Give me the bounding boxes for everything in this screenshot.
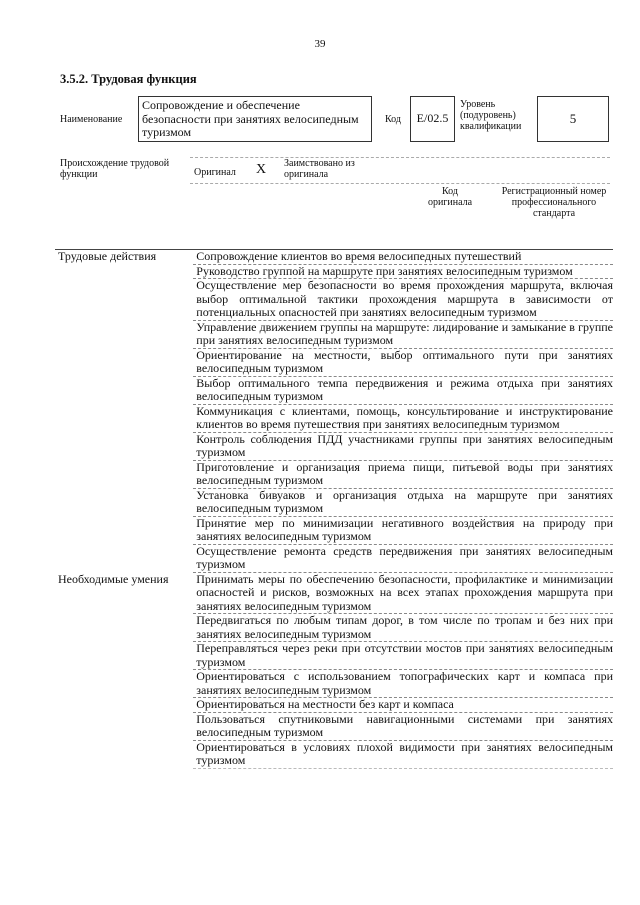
borrowed-label-line-1: Заимствовано из (284, 158, 355, 169)
function-name-value: Сопровождение и обеспечение безопасности при занятиях велосипедным туризмом (142, 98, 359, 139)
function-name-box (138, 96, 372, 142)
code-original-line-2: оригинала (427, 197, 473, 208)
level-label-line-2: (подуровень) (460, 110, 516, 121)
skill-item: Пользоваться спутниковыми навигационными системами при занятиях велосипедным туризмом (193, 713, 613, 741)
table-row (55, 642, 613, 670)
function-table (55, 249, 613, 769)
borrowed-label-line-2: оригинала (284, 169, 329, 180)
table-row (55, 713, 613, 741)
table-row (55, 461, 613, 489)
page-number: 39 (314, 38, 326, 50)
skill-item: Ориентироваться с использованием топографических карт и компаса при занятиях велосипедным туризмом (193, 670, 613, 698)
table-row (55, 265, 613, 280)
skill-item: Переправляться через реки при отсутствии мостов при занятиях велосипедным туризмом (193, 642, 613, 670)
level-label-line-1: Уровень (460, 99, 496, 110)
borrowed-label (284, 158, 355, 180)
labor-action-item: Ориентирование на местности, выбор оптимального пути при занятиях велосипедным туризмом (193, 349, 613, 377)
level-box (537, 96, 609, 142)
labor-action-item: Выбор оптимального темпа передвижения и режима отдыха при занятиях велосипедным туризмом (193, 377, 613, 405)
original-mark: X (256, 162, 267, 177)
origin-top-rule (190, 157, 610, 158)
table-row (55, 489, 613, 517)
reg-number-line-2: профессионального (511, 197, 597, 208)
level-label-line-3: квалификации (460, 121, 522, 132)
labor-action-item: Принятие мер по минимизации негативного воздействия на природу при занятиях велосипедным туризмом (193, 517, 613, 545)
table-row (55, 349, 613, 377)
code-box (410, 96, 455, 142)
reg-number-line-1: Регистрационный номер (501, 186, 607, 197)
table-row (55, 614, 613, 642)
name-label: Наименование (60, 114, 123, 125)
table-row (55, 517, 613, 545)
labor-action-item: Осуществление мер безопасности во время прохождения маршрута, включая выбор оптимальной тактики прохождения маршрута в зависимости от потенциальных опасностей при занятиях велосипедным туризмом (193, 279, 613, 321)
origin-label-line-2: функции (60, 169, 98, 180)
labor-action-item: Установка бивуаков и организация отдыха на маршруте при занятиях велосипедным туризмом (193, 489, 613, 517)
table-row (55, 670, 613, 698)
skill-item: Ориентироваться на местности без карт и компаса (193, 698, 613, 713)
table-row (55, 545, 613, 573)
table-row (55, 321, 613, 349)
code-original-caption (420, 186, 480, 208)
origin-label (60, 158, 169, 180)
code-value: E/02.5 (416, 111, 449, 125)
level-label (460, 99, 521, 132)
skill-item: Принимать меры по обеспечению безопасности, профилактике и минимизации опасностей и рисков, возможных на всех этапах прохождения маршрута при занятиях велосипедным туризмом (193, 573, 613, 615)
labor-action-item: Контроль соблюдения ПДД участниками группы при занятиях велосипедным туризмом (193, 433, 613, 461)
skill-item: Передвигаться по любым типам дорог, в том числе по тропам и без них при занятиях велосипедным туризмом (193, 614, 613, 642)
table-row (55, 741, 613, 769)
reg-number-caption (494, 186, 614, 219)
table-row (55, 279, 613, 321)
skill-item: Ориентироваться в условиях плохой видимости при занятиях велосипедным туризмом (193, 741, 613, 769)
table-row (55, 405, 613, 433)
labor-action-item: Управление движением группы на маршруте: лидирование и замыкание в группе при занятиях велосипедным туризмом (193, 321, 613, 349)
origin-label-line-1: Происхождение трудовой (60, 158, 170, 169)
table-row (55, 249, 613, 265)
table-row (55, 573, 613, 615)
reg-number-line-3: стандарта (532, 208, 576, 219)
code-label: Код (385, 114, 401, 125)
skills-label: Необходимые умения (58, 571, 169, 586)
table-row (55, 377, 613, 405)
original-label: Оригинал (194, 167, 236, 178)
labor-action-item: Коммуникация с клиентами, помощь, консультирование и инструктирование клиентов во время путешествия при занятиях велосипедным туризмом (193, 405, 613, 433)
labor-action-item: Сопровождение клиентов во время велосипедных путешествий (193, 250, 613, 265)
labor-actions-label: Трудовые действия (58, 249, 157, 263)
labor-action-item: Руководство группой на маршруте при занятиях велосипедным туризмом (193, 265, 613, 280)
labor-action-item: Приготовление и организация приема пищи, питьевой воды при занятиях велосипедным туризмом (193, 461, 613, 489)
origin-bottom-rule (190, 183, 610, 184)
section-title: 3.5.2. Трудовая функция (60, 72, 197, 86)
table-row (55, 433, 613, 461)
labor-action-item: Осуществление ремонта средств передвижения при занятиях велосипедным туризмом (193, 545, 613, 573)
code-original-line-1: Код (442, 186, 458, 197)
table-row (55, 698, 613, 713)
level-value: 5 (569, 111, 577, 126)
